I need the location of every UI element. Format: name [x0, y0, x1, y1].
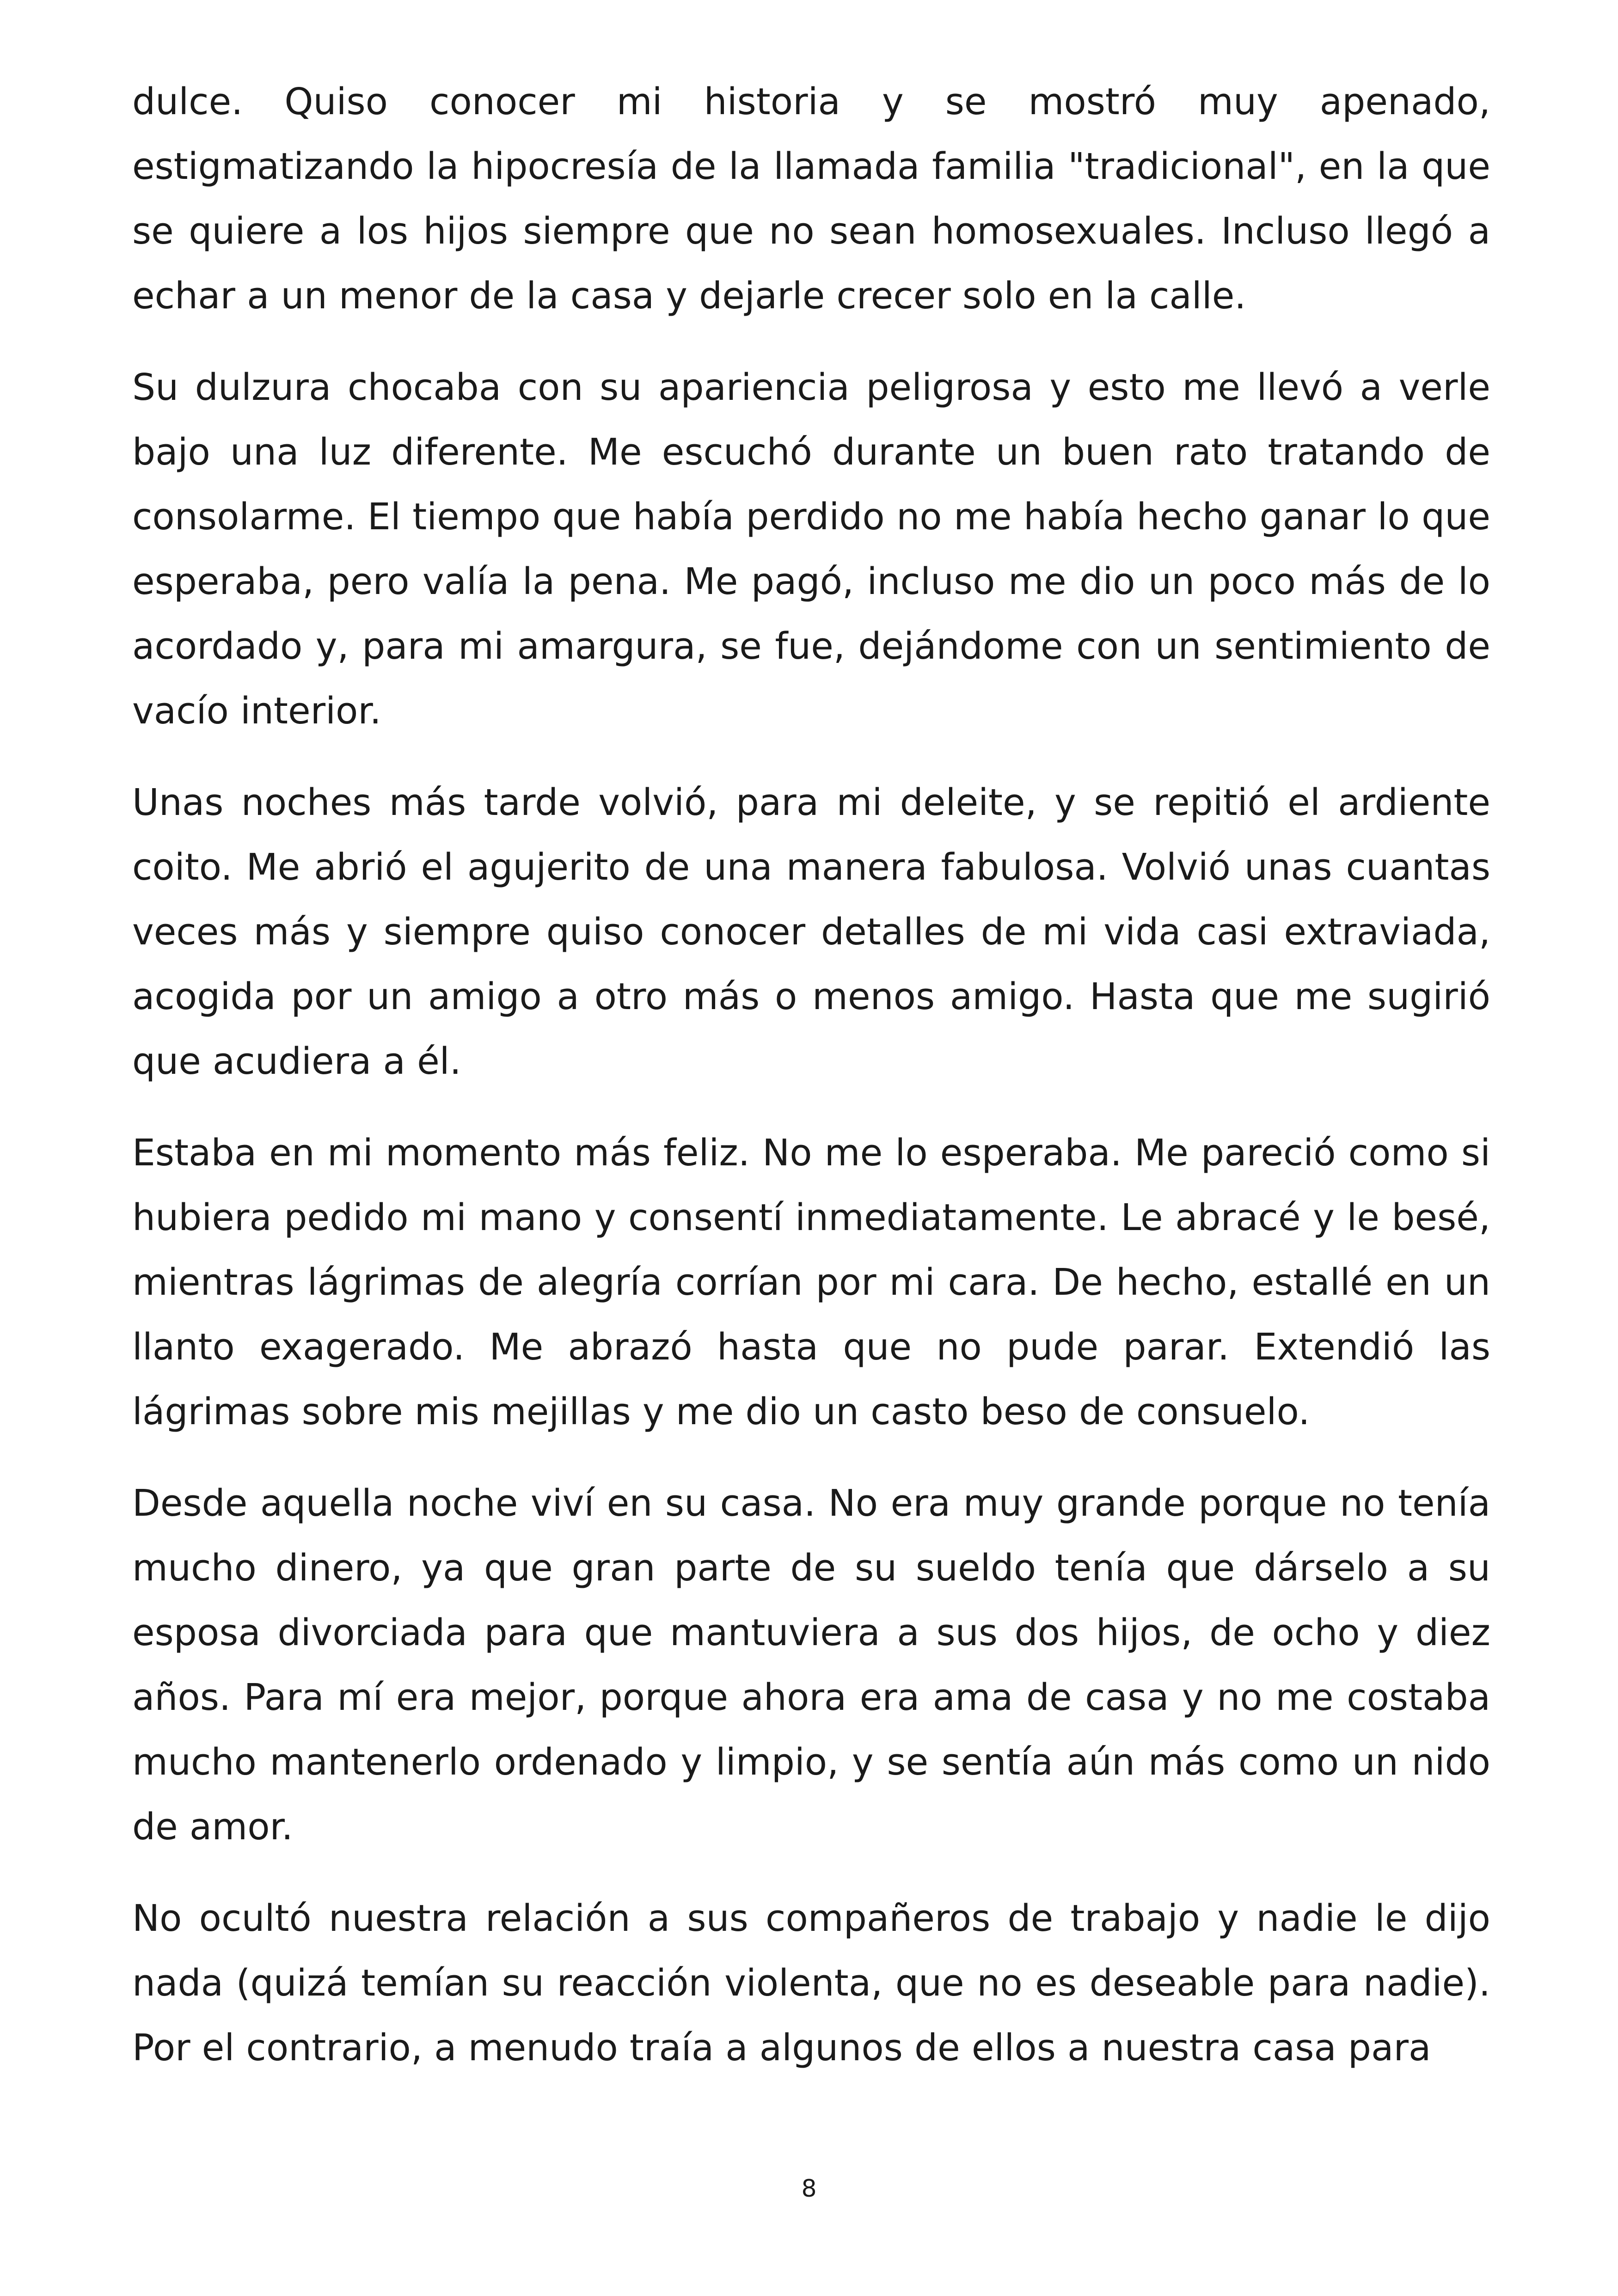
paragraph-3: Unas noches más tarde volvió, para mi deleite, y se repitió el ardiente coito. Me abrió el agujerito de una manera fabulosa. Volvió unas cuantas veces más y siempre quiso conocer detalles de mi vida casi extraviada, acogida por un amigo a otro más o menos amigo. Hasta que me sugirió que acudiera a él.	[132, 781, 1490, 1083]
paragraph-4: Estaba en mi momento más feliz. No me lo esperaba. Me pareció como si hubiera pedido mi mano y consentí inmediatamente. Le abracé y le besé, mientras lágrimas de alegría corrían por mi cara. De hecho, estallé en un llanto exagerado. Me abrazó hasta que no pude parar. Extendió las lágrimas sobre mis mejillas y me dio un casto beso de consuelo.	[132, 1132, 1490, 1433]
paragraph-6: No ocultó nuestra relación a sus compañeros de trabajo y nadie le dijo nada (quizá temían su reacción violenta, que no es deseable para nadie). Por el contrario, a menudo traía a algunos de ellos a nuestra casa para	[132, 1897, 1490, 2069]
paragraph-1: dulce. Quiso conocer mi historia y se mostró muy apenado, estigmatizando la hipocresía de la llamada familia "tradicional", en la que se quiere a los hijos siempre que no sean homosexuales. Incluso llegó a echar a un menor de la casa y dejarle crecer solo en la calle.	[132, 80, 1490, 317]
body-text	[132, 69, 1490, 2107]
paragraph-5: Desde aquella noche viví en su casa. No era muy grande porque no tenía mucho dinero, ya que gran parte de su sueldo tenía que dárselo a su esposa divorciada para que mantuviera a sus dos hijos, de ocho y diez años. Para mí era mejor, porque ahora era ama de casa y no me costaba mucho mantenerlo ordenado y limpio, y se sentía aún más como un nido de amor.	[132, 1482, 1490, 1848]
page-number: 8	[801, 2175, 817, 2203]
paragraph-2: Su dulzura chocaba con su apariencia peligrosa y esto me llevó a verle bajo una luz diferente. Me escuchó durante un buen rato tratando de consolarme. El tiempo que había perdido no me había hecho ganar lo que esperaba, pero valía la pena. Me pagó, incluso me dio un poco más de lo acordado y, para mi amargura, se fue, dejándome con un sentimiento de vacío interior.	[132, 366, 1490, 732]
